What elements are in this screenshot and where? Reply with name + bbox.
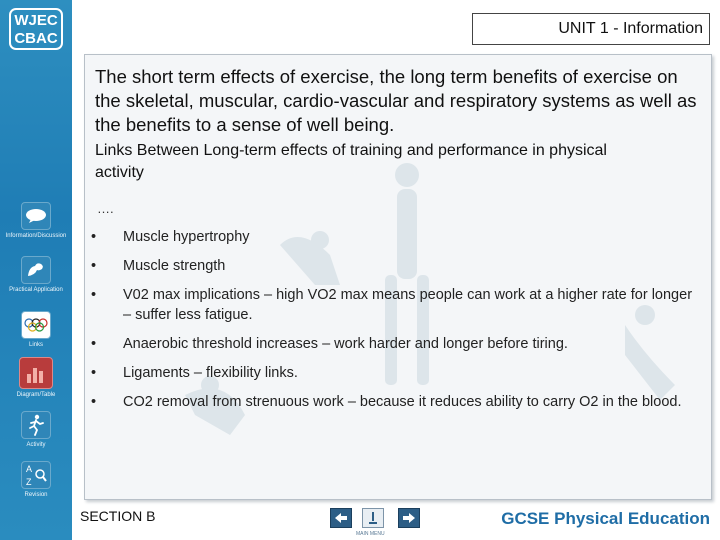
a-to-z-icon bbox=[21, 461, 51, 489]
bar-chart-icon bbox=[19, 357, 53, 389]
arrow-right-icon bbox=[402, 513, 416, 523]
sidebar-item-label: Practical Application bbox=[9, 287, 63, 293]
main-menu-button[interactable] bbox=[362, 508, 384, 528]
sidebar-item-label: Diagram/Table bbox=[16, 392, 56, 398]
page-title: The short term effects of exercise, the long term benefits of exercise on the skeletal, muscular, cardio-vascular and respiratory systems as well as the benefits to a sense of well being. bbox=[95, 66, 697, 135]
main-menu-label: MAIN MENU bbox=[356, 531, 385, 537]
sidebar-item-practical[interactable] bbox=[0, 256, 72, 293]
logo-text-bottom: CBAC bbox=[14, 30, 58, 47]
sidebar-item-activity[interactable] bbox=[0, 411, 72, 448]
svg-text:Z: Z bbox=[26, 477, 32, 487]
list-item: • Ligaments – flexibility links. bbox=[91, 363, 703, 383]
list-item: • Anaerobic threshold increases – work harder and longer before tiring. bbox=[91, 334, 703, 354]
arm-muscle-icon bbox=[21, 256, 51, 284]
section-label: SECTION B bbox=[80, 508, 156, 524]
arrow-left-icon bbox=[334, 513, 348, 523]
wjec-logo bbox=[9, 8, 63, 50]
info-icon bbox=[368, 511, 378, 525]
sidebar-item-label: Links bbox=[28, 342, 43, 348]
page-subtitle: Links Between Long-term effects of training and performance in physical activity bbox=[95, 142, 607, 181]
sidebar-item-label: Revision bbox=[24, 492, 48, 498]
ellipsis-text: …. bbox=[97, 201, 114, 216]
content-panel bbox=[84, 54, 712, 500]
logo-text-top: WJEC bbox=[14, 12, 58, 29]
sidebar-item-diagram[interactable] bbox=[0, 357, 72, 398]
sidebar-item-information[interactable] bbox=[0, 202, 72, 239]
list-item: • V02 max implications – high VO2 max means people can work at a higher rate for longer – suffer less fatigue. bbox=[91, 285, 703, 325]
sidebar bbox=[0, 0, 72, 540]
sidebar-item-links[interactable] bbox=[0, 311, 72, 348]
next-button[interactable] bbox=[398, 508, 420, 528]
list-item: • Muscle hypertrophy bbox=[91, 227, 703, 247]
speech-bubble-icon bbox=[21, 202, 51, 230]
svg-text:A: A bbox=[26, 464, 33, 474]
sidebar-item-label: Information/Discussion bbox=[5, 233, 67, 239]
running-figure-icon bbox=[21, 411, 51, 439]
previous-button[interactable] bbox=[330, 508, 352, 528]
rings-icon bbox=[21, 311, 51, 339]
sidebar-item-revision[interactable] bbox=[0, 461, 72, 498]
list-item: • Muscle strength bbox=[91, 256, 703, 276]
sidebar-item-label: Activity bbox=[26, 442, 46, 448]
list-item: • CO2 removal from strenuous work – because it reduces ability to carry O2 in the blood. bbox=[91, 392, 703, 412]
unit-title: UNIT 1 - Information bbox=[472, 13, 710, 45]
course-title: GCSE Physical Education bbox=[501, 509, 710, 528]
bullet-list bbox=[91, 227, 703, 421]
